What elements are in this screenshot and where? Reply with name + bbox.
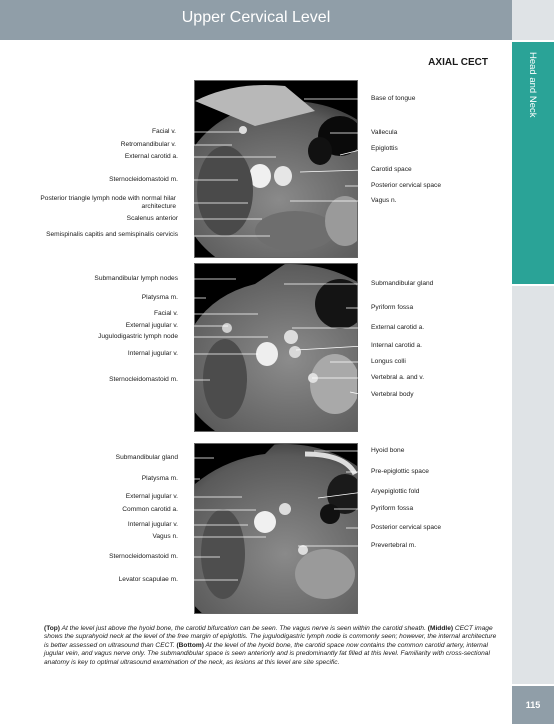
label-sternocleidomastoid-m: Sternocleidomastoid m. xyxy=(109,376,178,383)
label-posterior-cervical-space: Posterior cervical space xyxy=(371,182,441,189)
label-carotid-space: Carotid space xyxy=(371,166,412,173)
label-vagus-n: Vagus n. xyxy=(371,197,397,204)
label-vertebral-body: Vertebral body xyxy=(371,391,414,398)
label-common-carotid-a: Common carotid a. xyxy=(122,506,178,513)
label-external-jugular-v: External jugular v. xyxy=(125,322,178,329)
label-platysma-m: Platysma m. xyxy=(141,475,178,482)
label-retromandibular-v: Retromandibular v. xyxy=(120,141,176,148)
label-facial-v: Facial v. xyxy=(153,310,178,317)
section-tab-label: Head and Neck xyxy=(527,52,538,118)
label-external-carotid-a: External carotid a. xyxy=(124,153,178,160)
label-internal-jugular-v: Internal jugular v. xyxy=(127,350,178,357)
label-facial-v: Facial v. xyxy=(151,128,176,135)
label-platysma-m: Platysma m. xyxy=(141,294,178,301)
label-vagus-n: Vagus n. xyxy=(152,533,178,540)
caption-bottom-head: (Bottom) xyxy=(176,641,204,649)
label-posterior-cervical-space: Posterior cervical space xyxy=(371,524,441,531)
label-posterior-triangle-node: Posterior triangle lymph node with normal hilar architecture xyxy=(40,195,176,210)
label-levator-scapulae-m: Levator scapulae m. xyxy=(118,576,178,583)
label-aryepiglottic-fold: Aryepiglottic fold xyxy=(371,488,420,495)
caption-bottom-text: At the level of the hyoid bone, the carotid space now contains the common carotid artery, internal jugular vein, and vagus nerve only. The submandibular space is seen anteriorly and is predominantly fat filled at this level. Familiarity with cross-sectional anatomy is key to optimal ultrasound examination of the neck, as lesions at this level are site specific. xyxy=(44,641,490,666)
page-title: Upper Cervical Level xyxy=(181,9,331,26)
label-prevertebral-m: Prevertebral m. xyxy=(371,542,417,549)
label-semispinalis: Semispinalis capitis and semispinalis cervicis xyxy=(46,231,178,238)
label-longus-colli: Longus colli xyxy=(371,358,406,365)
label-external-jugular-v: External jugular v. xyxy=(125,493,178,500)
label-pyriform-fossa: Pyriform fossa xyxy=(371,304,414,311)
label-pre-epiglottic-space: Pre-epiglottic space xyxy=(371,468,429,475)
modality-heading: AXIAL CECT xyxy=(428,57,488,68)
caption-middle-text: CECT image shows the suprahyoid neck at the level of the free margin of epiglottis. The jugulodigastric lymph node is commonly seen; however, the internal architecture is better assessed on ultrasound than CECT. xyxy=(44,625,497,649)
label-hyoid-bone: Hyoid bone xyxy=(371,447,405,454)
label-epiglottis: Epiglottis xyxy=(371,145,398,152)
figure-caption xyxy=(44,625,500,667)
label-external-carotid-a: External carotid a. xyxy=(371,324,425,331)
label-vallecula: Vallecula xyxy=(371,129,398,136)
caption-top-head: (Top) xyxy=(44,625,60,632)
label-submandibular-lymph-nodes: Submandibular lymph nodes xyxy=(94,275,178,282)
label-submandibular-gland: Submandibular gland xyxy=(371,280,434,287)
label-internal-carotid-a: Internal carotid a. xyxy=(371,342,422,349)
page-number: 115 xyxy=(525,700,541,710)
caption-middle-head: (Middle) xyxy=(427,625,454,632)
label-submandibular-gland: Submandibular gland xyxy=(115,454,178,461)
label-sternocleidomastoid-m: Sternocleidomastoid m. xyxy=(109,176,178,183)
label-scalenus-anterior: Scalenus anterior xyxy=(126,215,178,222)
caption-top-text: At the level just above the hyoid bone, the carotid bifurcation can be seen. The vagus nerve is seen within the carotid sheath. xyxy=(60,625,426,632)
label-sternocleidomastoid-m: Sternocleidomastoid m. xyxy=(109,553,178,560)
label-base-of-tongue: Base of tongue xyxy=(371,95,416,102)
label-jugulodigastric-node: Jugulodigastric lymph node xyxy=(98,333,178,340)
label-internal-jugular-v: Internal jugular v. xyxy=(127,521,178,528)
label-vertebral-a-v: Vertebral a. and v. xyxy=(371,374,425,381)
label-pyriform-fossa: Pyriform fossa xyxy=(371,505,414,512)
